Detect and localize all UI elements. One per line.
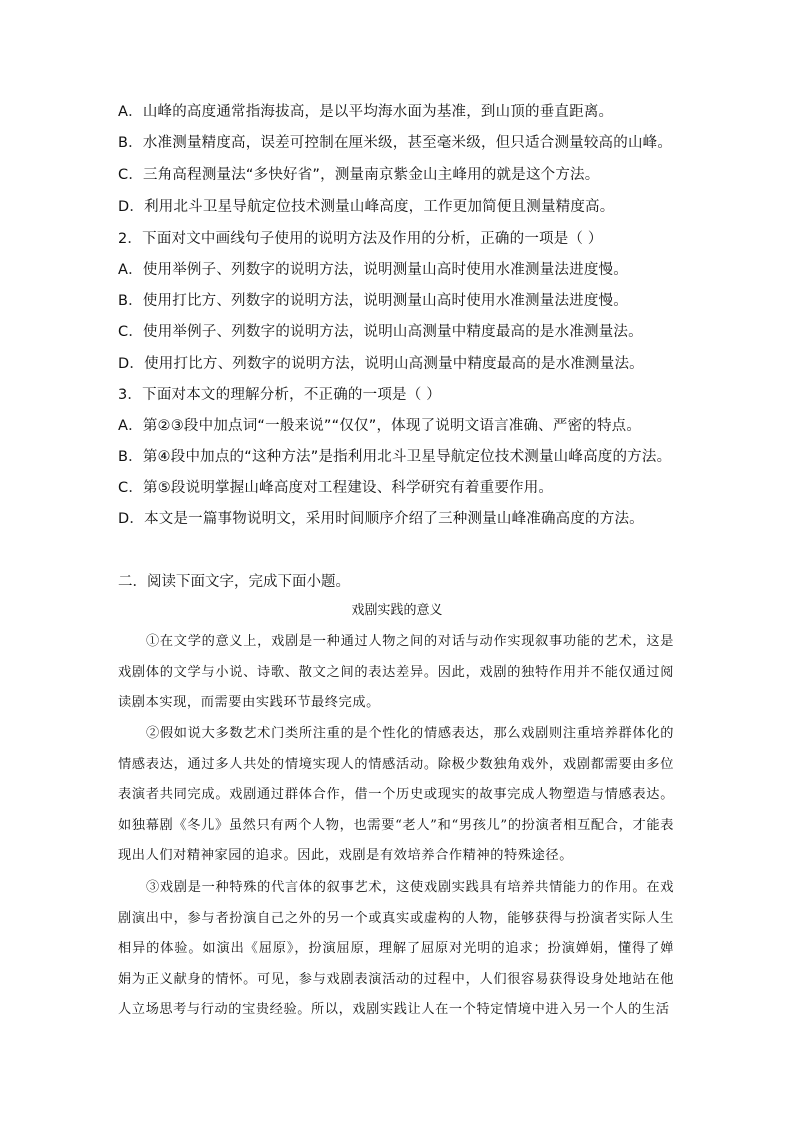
q2-stem: 2．下面对文中画线句子使用的说明方法及作用的分析，正确的一项是（ ） <box>118 231 603 247</box>
q2-option-c: C．使用举例子、列数字的说明方法，说明山高测量中精度最高的是水准测量法。 <box>118 324 643 340</box>
q1-option-a: A．山峰的高度通常指海拔高，是以平均海水面为基准，到山顶的垂直距离。 <box>118 104 614 120</box>
q2-option-a: A．使用举例子、列数字的说明方法，说明测量山高时使用水准测量法进度慢。 <box>118 262 628 278</box>
q2-option-b: B．使用打比方、列数字的说明方法，说明测量山高时使用水准测量法进度慢。 <box>118 293 628 309</box>
q1-option-d: D．利用北斗卫星导航定位技术测量山峰高度，工作更加简便且测量精度高。 <box>118 199 615 215</box>
q3-option-a: A．第②③段中加点词“一般来说”“仅仅”，体现了说明文语言准确、严密的特点。 <box>118 418 642 434</box>
q2-option-d: D．使用打比方、列数字的说明方法，说明山高测量中精度最高的是水准测量法。 <box>118 356 644 372</box>
article-title: 戏剧实践的意义 <box>351 603 443 618</box>
article-paragraph-1: ①在文学的意义上，戏剧是一种通过人物之间的对话与动作实现叙事功能的艺术，这是戏剧体的文学与小说、诗歌、散文之间的表达差异。因此，戏剧的独特作用并不能仅通过阅读剧本实现，而需要由实践环节最终完成。 <box>118 634 674 710</box>
q1-option-b: B．水准测量精度高，误差可控制在厘米级，甚至毫米级，但只适合测量较高的山峰。 <box>118 135 673 151</box>
q3-option-b: B．第④段中加点的“这种方法”是指利用北斗卫星导航定位技术测量山峰高度的方法。 <box>118 449 672 465</box>
section-heading: 二．阅读下面文字，完成下面小题。 <box>118 574 350 590</box>
q1-option-c: C．三角高程测量法“多快好省”，测量南京紫金山主峰用的就是这个方法。 <box>118 167 600 183</box>
q3-stem: 3．下面对本文的理解分析，不正确的一项是（ ） <box>118 387 441 403</box>
q3-option-c: C．第⑤段说明掌握山峰高度对工程建设、科学研究有着重要作用。 <box>118 480 554 496</box>
q3-option-d: D．本文是一篇事物说明文，采用时间顺序介绍了三种测量山峰准确高度的方法。 <box>118 511 644 527</box>
article-paragraph-3: ③戏剧是一种特殊的代言体的叙事艺术，这使戏剧实践具有培养共情能力的作用。在戏剧演出中，参与者扮演自己之外的另一个或真实或虚构的人物，能够获得与扮演者实际人生相异的体验。如演出《屈原》，扮演屈原，理解了屈原对光明的追求；扮演婵娟，懂得了婵娟为正义献身的情怀。可见，参与戏剧表演活动的过程中，人们很容易获得设身处地站在他人立场思考与行动的宝贵经验。所以，戏剧实践让人在一个特定情境中进入另一个人的生活 <box>118 880 674 1017</box>
article-paragraph-2: ②假如说大多数艺术门类所注重的是个性化的情感表达，那么戏剧则注重培养群体化的情感表达，通过多人共处的情境实现人的情感活动。除极少数独角戏外，戏剧都需要由多位表演者共同完成。戏剧通过群体合作，借一个历史或现实的故事完成人物塑造与情感表达。如独幕剧《冬儿》虽然只有两个人物，也需要“老人”和“男孩儿”的扮演者相互配合，才能表现出人们对精神家园的追求。因此，戏剧是有效培养合作精神的特殊途径。 <box>118 726 674 863</box>
